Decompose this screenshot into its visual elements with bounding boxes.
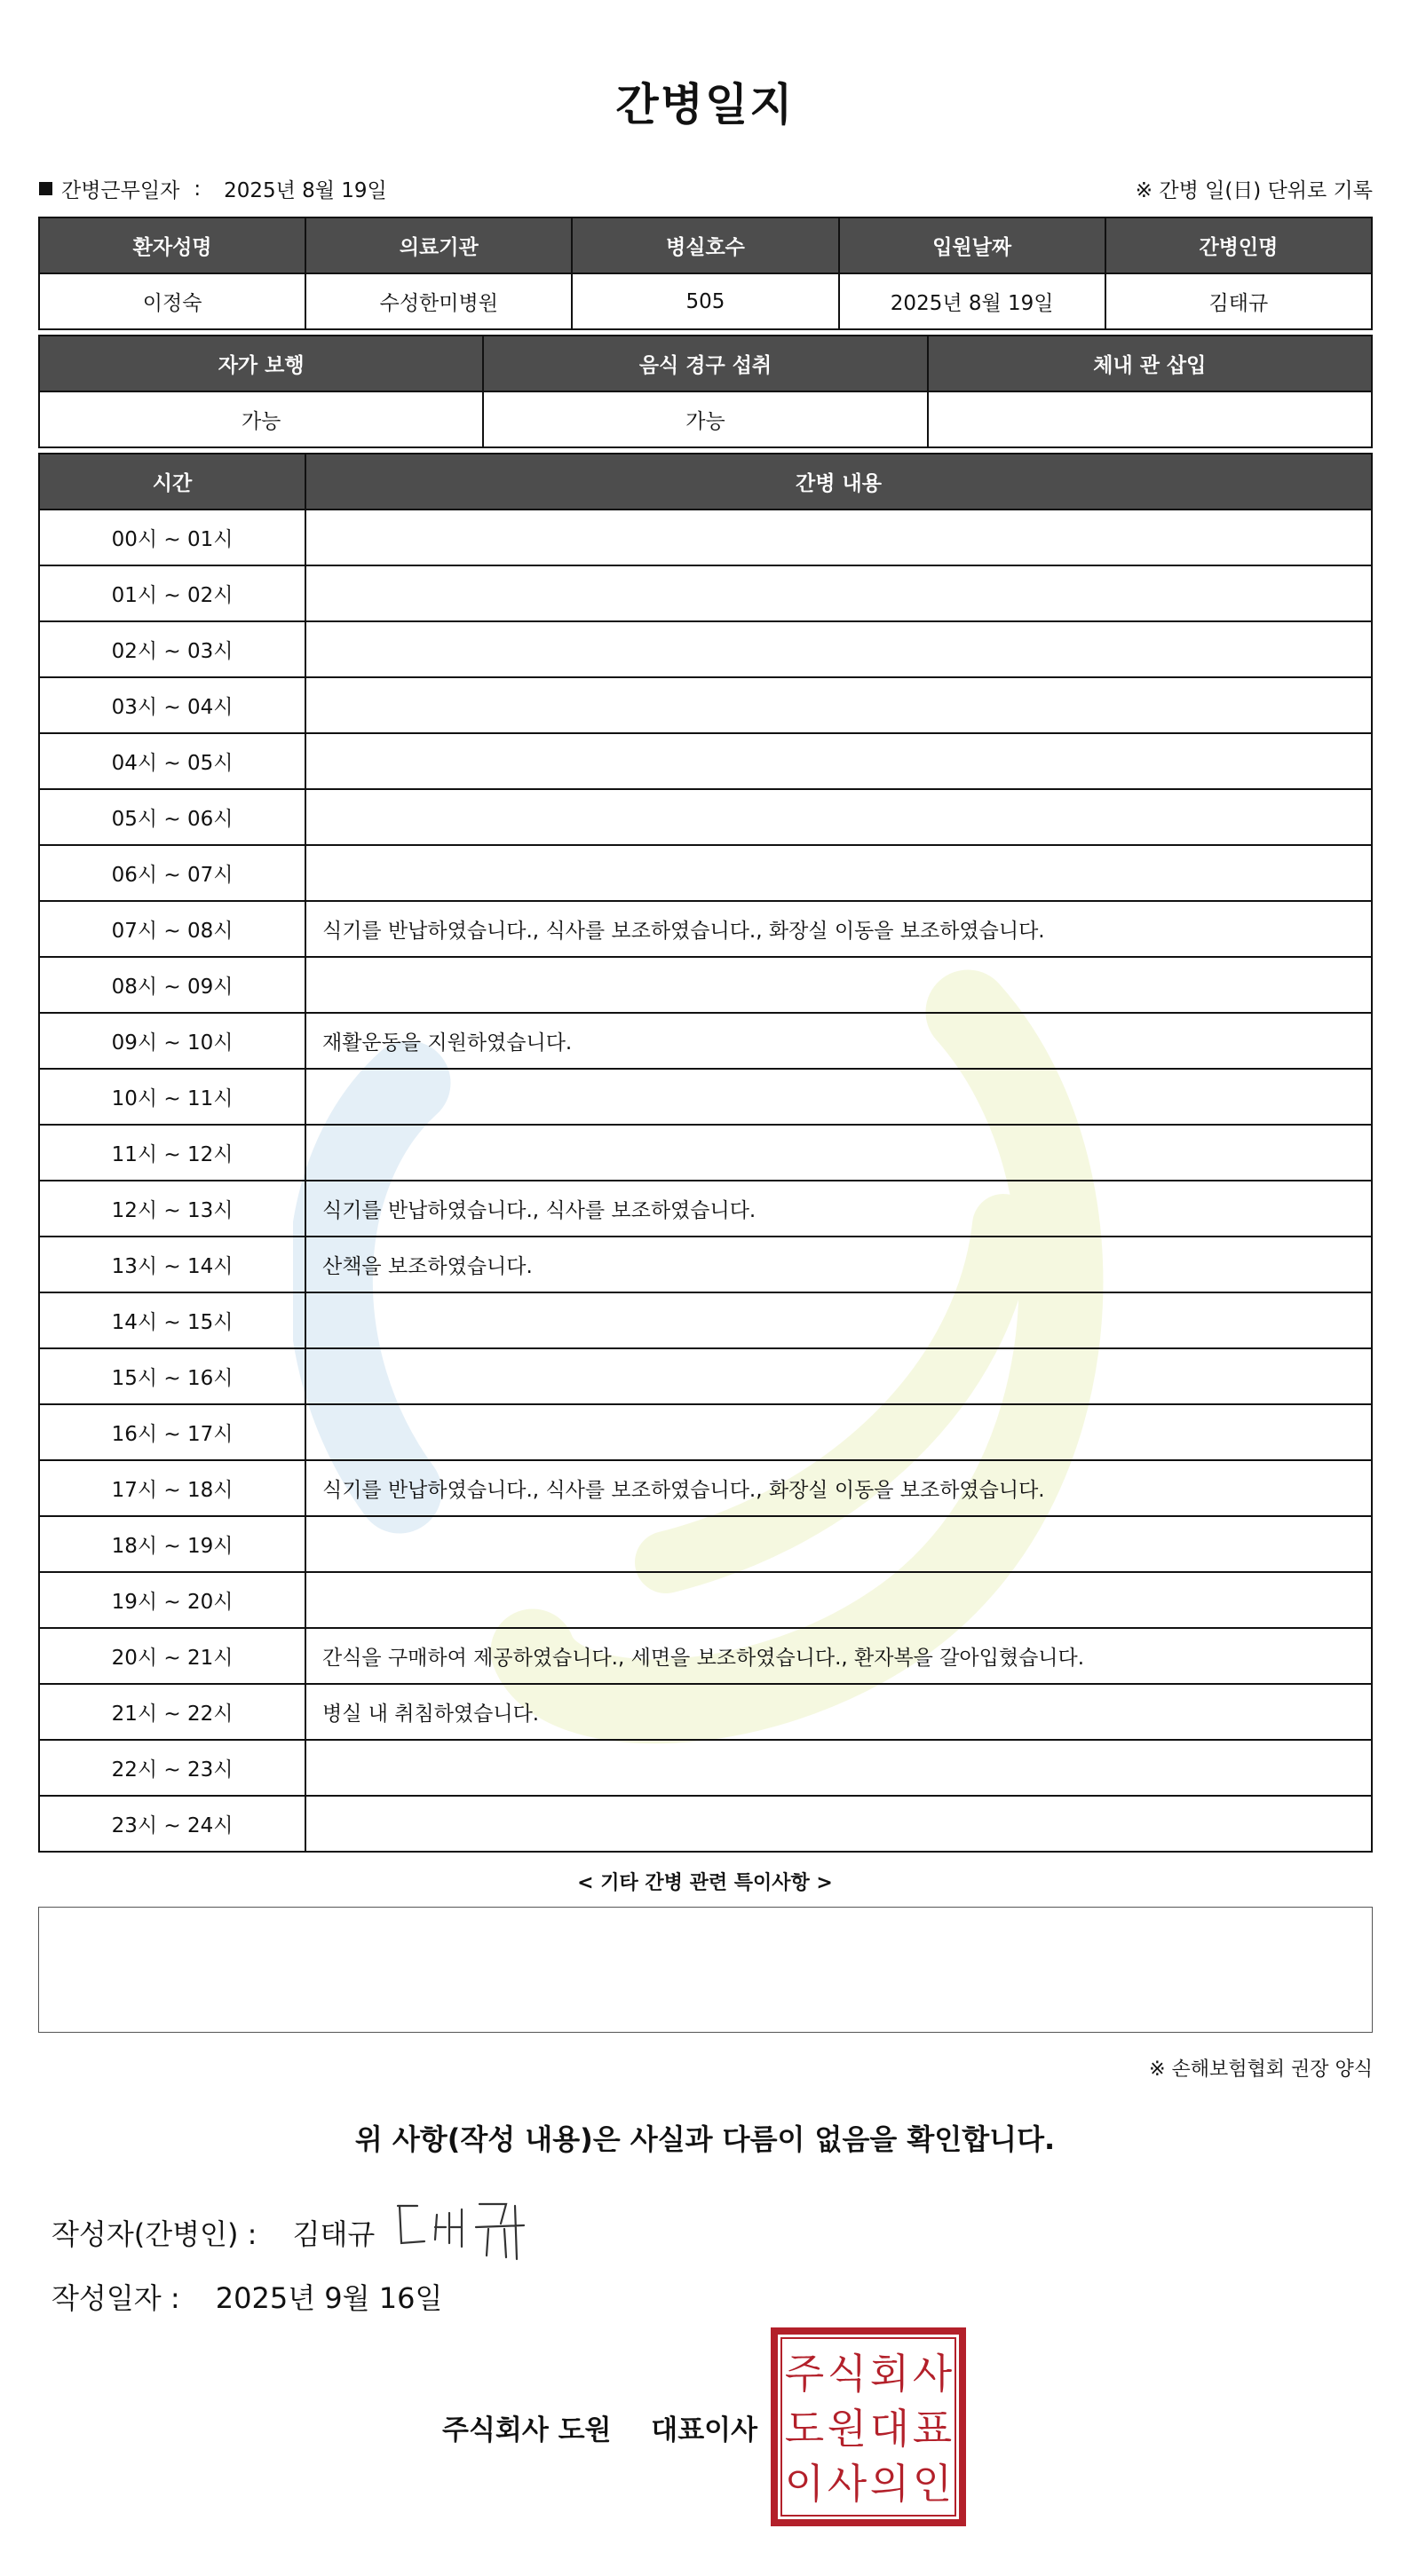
seal-char: 사 xyxy=(827,2460,867,2508)
self-walking-value: 가능 xyxy=(39,391,483,447)
log-time: 05시 ~ 06시 xyxy=(39,789,305,845)
seal-char: 의 xyxy=(869,2460,910,2508)
log-content: 식기를 반납하였습니다., 식사를 보조하였습니다., 화장실 이동을 보조하였습니다. xyxy=(305,901,1372,957)
work-date xyxy=(39,174,387,203)
seal-char: 회 xyxy=(869,2350,910,2398)
page-title: 간병일지 xyxy=(615,79,795,130)
log-row xyxy=(39,845,1372,901)
log-row xyxy=(39,621,1372,677)
log-time: 10시 ~ 11시 xyxy=(39,1069,305,1125)
recommend-note: ※ 손해보험협회 권장 양식 xyxy=(1149,2058,1373,2081)
log-content xyxy=(305,789,1372,845)
log-row xyxy=(39,565,1372,621)
log-time: 15시 ~ 16시 xyxy=(39,1348,305,1404)
log-time: 02시 ~ 03시 xyxy=(39,621,305,677)
handwritten-signature xyxy=(391,2188,551,2272)
log-row xyxy=(39,1181,1372,1237)
log-row xyxy=(39,1516,1372,1572)
seal-char: 표 xyxy=(912,2405,953,2453)
log-row xyxy=(39,1125,1372,1181)
company-name: 주식회사 도원 xyxy=(442,2414,612,2446)
bullet-square-icon xyxy=(39,182,52,195)
log-content: 병실 내 취침하였습니다. xyxy=(305,1684,1372,1740)
log-row xyxy=(39,1684,1372,1740)
seal-char: 주 xyxy=(784,2350,825,2398)
header-self-walking: 자가 보행 xyxy=(39,336,483,391)
log-row xyxy=(39,733,1372,789)
confirm-statement: 위 사항(작성 내용)은 사실과 다름이 없음을 확인합니다. xyxy=(354,2122,1056,2156)
log-time: 13시 ~ 14시 xyxy=(39,1237,305,1292)
log-row xyxy=(39,677,1372,733)
header-hospital: 의료기관 xyxy=(305,217,572,273)
log-row xyxy=(39,789,1372,845)
log-time: 21시 ~ 22시 xyxy=(39,1684,305,1740)
tube-insertion-value xyxy=(928,391,1372,447)
log-content xyxy=(305,510,1372,565)
log-header-row xyxy=(39,454,1372,510)
log-row xyxy=(39,1572,1372,1628)
oral-intake-value: 가능 xyxy=(483,391,927,447)
log-time: 08시 ~ 09시 xyxy=(39,957,305,1013)
seal-char: 원 xyxy=(827,2405,867,2453)
log-content xyxy=(305,677,1372,733)
log-time: 06시 ~ 07시 xyxy=(39,845,305,901)
header-caregiver: 간병인명 xyxy=(1105,217,1372,273)
log-time: 03시 ~ 04시 xyxy=(39,677,305,733)
log-time: 16시 ~ 17시 xyxy=(39,1404,305,1460)
writer-label: 작성자(간병인) : xyxy=(51,2217,257,2251)
patient-header-row xyxy=(39,217,1372,273)
log-content xyxy=(305,621,1372,677)
care-log-table xyxy=(38,453,1373,1853)
seal-char: 도 xyxy=(784,2405,825,2453)
company-line xyxy=(442,2407,757,2447)
log-row xyxy=(39,1628,1372,1684)
patient-info-table xyxy=(38,217,1373,330)
unit-note: ※ 간병 일(日) 단위로 기록 xyxy=(1135,179,1373,202)
log-content xyxy=(305,1069,1372,1125)
log-time: 00시 ~ 01시 xyxy=(39,510,305,565)
work-date-label: 간병근무일자 xyxy=(61,179,180,202)
header-room: 병실호수 xyxy=(572,217,838,273)
company-title: 대표이사 xyxy=(651,2414,758,2446)
log-time: 11시 ~ 12시 xyxy=(39,1125,305,1181)
status-header-row xyxy=(39,336,1372,391)
log-row xyxy=(39,1292,1372,1348)
log-row xyxy=(39,1796,1372,1852)
seal-char: 대 xyxy=(869,2405,910,2453)
log-content xyxy=(305,1404,1372,1460)
log-content xyxy=(305,957,1372,1013)
header-patient-name: 환자성명 xyxy=(39,217,305,273)
log-content xyxy=(305,733,1372,789)
log-row xyxy=(39,957,1372,1013)
log-content xyxy=(305,1796,1372,1852)
written-date-line xyxy=(51,2276,442,2317)
log-time: 14시 ~ 15시 xyxy=(39,1292,305,1348)
notes-box xyxy=(38,1907,1373,2033)
log-content xyxy=(305,1572,1372,1628)
seal-char: 식 xyxy=(827,2350,867,2398)
log-time: 19시 ~ 20시 xyxy=(39,1572,305,1628)
log-row xyxy=(39,1460,1372,1516)
log-content: 식기를 반납하였습니다., 식사를 보조하였습니다., 화장실 이동을 보조하였습니다. xyxy=(305,1460,1372,1516)
patient-status-table xyxy=(38,335,1373,448)
log-row xyxy=(39,510,1372,565)
log-content: 간식을 구매하여 제공하였습니다., 세면을 보조하였습니다., 환자복을 갈아입혔습니다. xyxy=(305,1628,1372,1684)
log-row xyxy=(39,1237,1372,1292)
log-time: 23시 ~ 24시 xyxy=(39,1796,305,1852)
log-row xyxy=(39,1013,1372,1069)
notes-title: < 기타 간병 관련 특이사항 > xyxy=(577,1872,833,1894)
log-time: 01시 ~ 02시 xyxy=(39,565,305,621)
log-content: 식기를 반납하였습니다., 식사를 보조하였습니다. xyxy=(305,1181,1372,1237)
writer-line xyxy=(51,2212,375,2253)
log-content xyxy=(305,845,1372,901)
log-content: 산책을 보조하였습니다. xyxy=(305,1237,1372,1292)
log-time: 12시 ~ 13시 xyxy=(39,1181,305,1237)
log-row xyxy=(39,1404,1372,1460)
written-date-label: 작성일자 : xyxy=(51,2281,180,2315)
log-time: 04시 ~ 05시 xyxy=(39,733,305,789)
seal-char: 이 xyxy=(784,2460,825,2508)
log-content xyxy=(305,1125,1372,1181)
log-time: 18시 ~ 19시 xyxy=(39,1516,305,1572)
log-time: 20시 ~ 21시 xyxy=(39,1628,305,1684)
hospital-name: 수성한미병원 xyxy=(305,273,572,329)
log-time: 22시 ~ 23시 xyxy=(39,1740,305,1796)
patient-value-row xyxy=(39,273,1372,329)
work-date-value: 2025년 8월 19일 xyxy=(224,179,387,202)
log-time: 09시 ~ 10시 xyxy=(39,1013,305,1069)
log-content xyxy=(305,1292,1372,1348)
header-admission-date: 입원날짜 xyxy=(839,217,1105,273)
log-time: 07시 ~ 08시 xyxy=(39,901,305,957)
work-date-colon: : xyxy=(194,177,202,201)
log-content xyxy=(305,1740,1372,1796)
company-seal-stamp xyxy=(769,2326,968,2532)
header-care-content: 간병 내용 xyxy=(305,454,1372,510)
log-row xyxy=(39,1348,1372,1404)
written-date-value: 2025년 9월 16일 xyxy=(215,2281,443,2315)
writer-name: 김태규 xyxy=(292,2217,376,2251)
log-row xyxy=(39,1069,1372,1125)
patient-name: 이정숙 xyxy=(39,273,305,329)
status-value-row xyxy=(39,391,1372,447)
log-row xyxy=(39,901,1372,957)
header-time: 시간 xyxy=(39,454,305,510)
header-oral-intake: 음식 경구 섭취 xyxy=(483,336,927,391)
log-content xyxy=(305,1516,1372,1572)
seal-char: 인 xyxy=(912,2460,953,2508)
seal-char: 사 xyxy=(912,2350,953,2398)
header-tube-insertion: 체내 관 삽입 xyxy=(928,336,1372,391)
log-row xyxy=(39,1740,1372,1796)
room-number: 505 xyxy=(572,273,838,329)
log-time: 17시 ~ 18시 xyxy=(39,1460,305,1516)
log-content: 재활운동을 지원하였습니다. xyxy=(305,1013,1372,1069)
admission-date: 2025년 8월 19일 xyxy=(839,273,1105,329)
log-content xyxy=(305,1348,1372,1404)
caregiver-name: 김태규 xyxy=(1105,273,1372,329)
log-content xyxy=(305,565,1372,621)
